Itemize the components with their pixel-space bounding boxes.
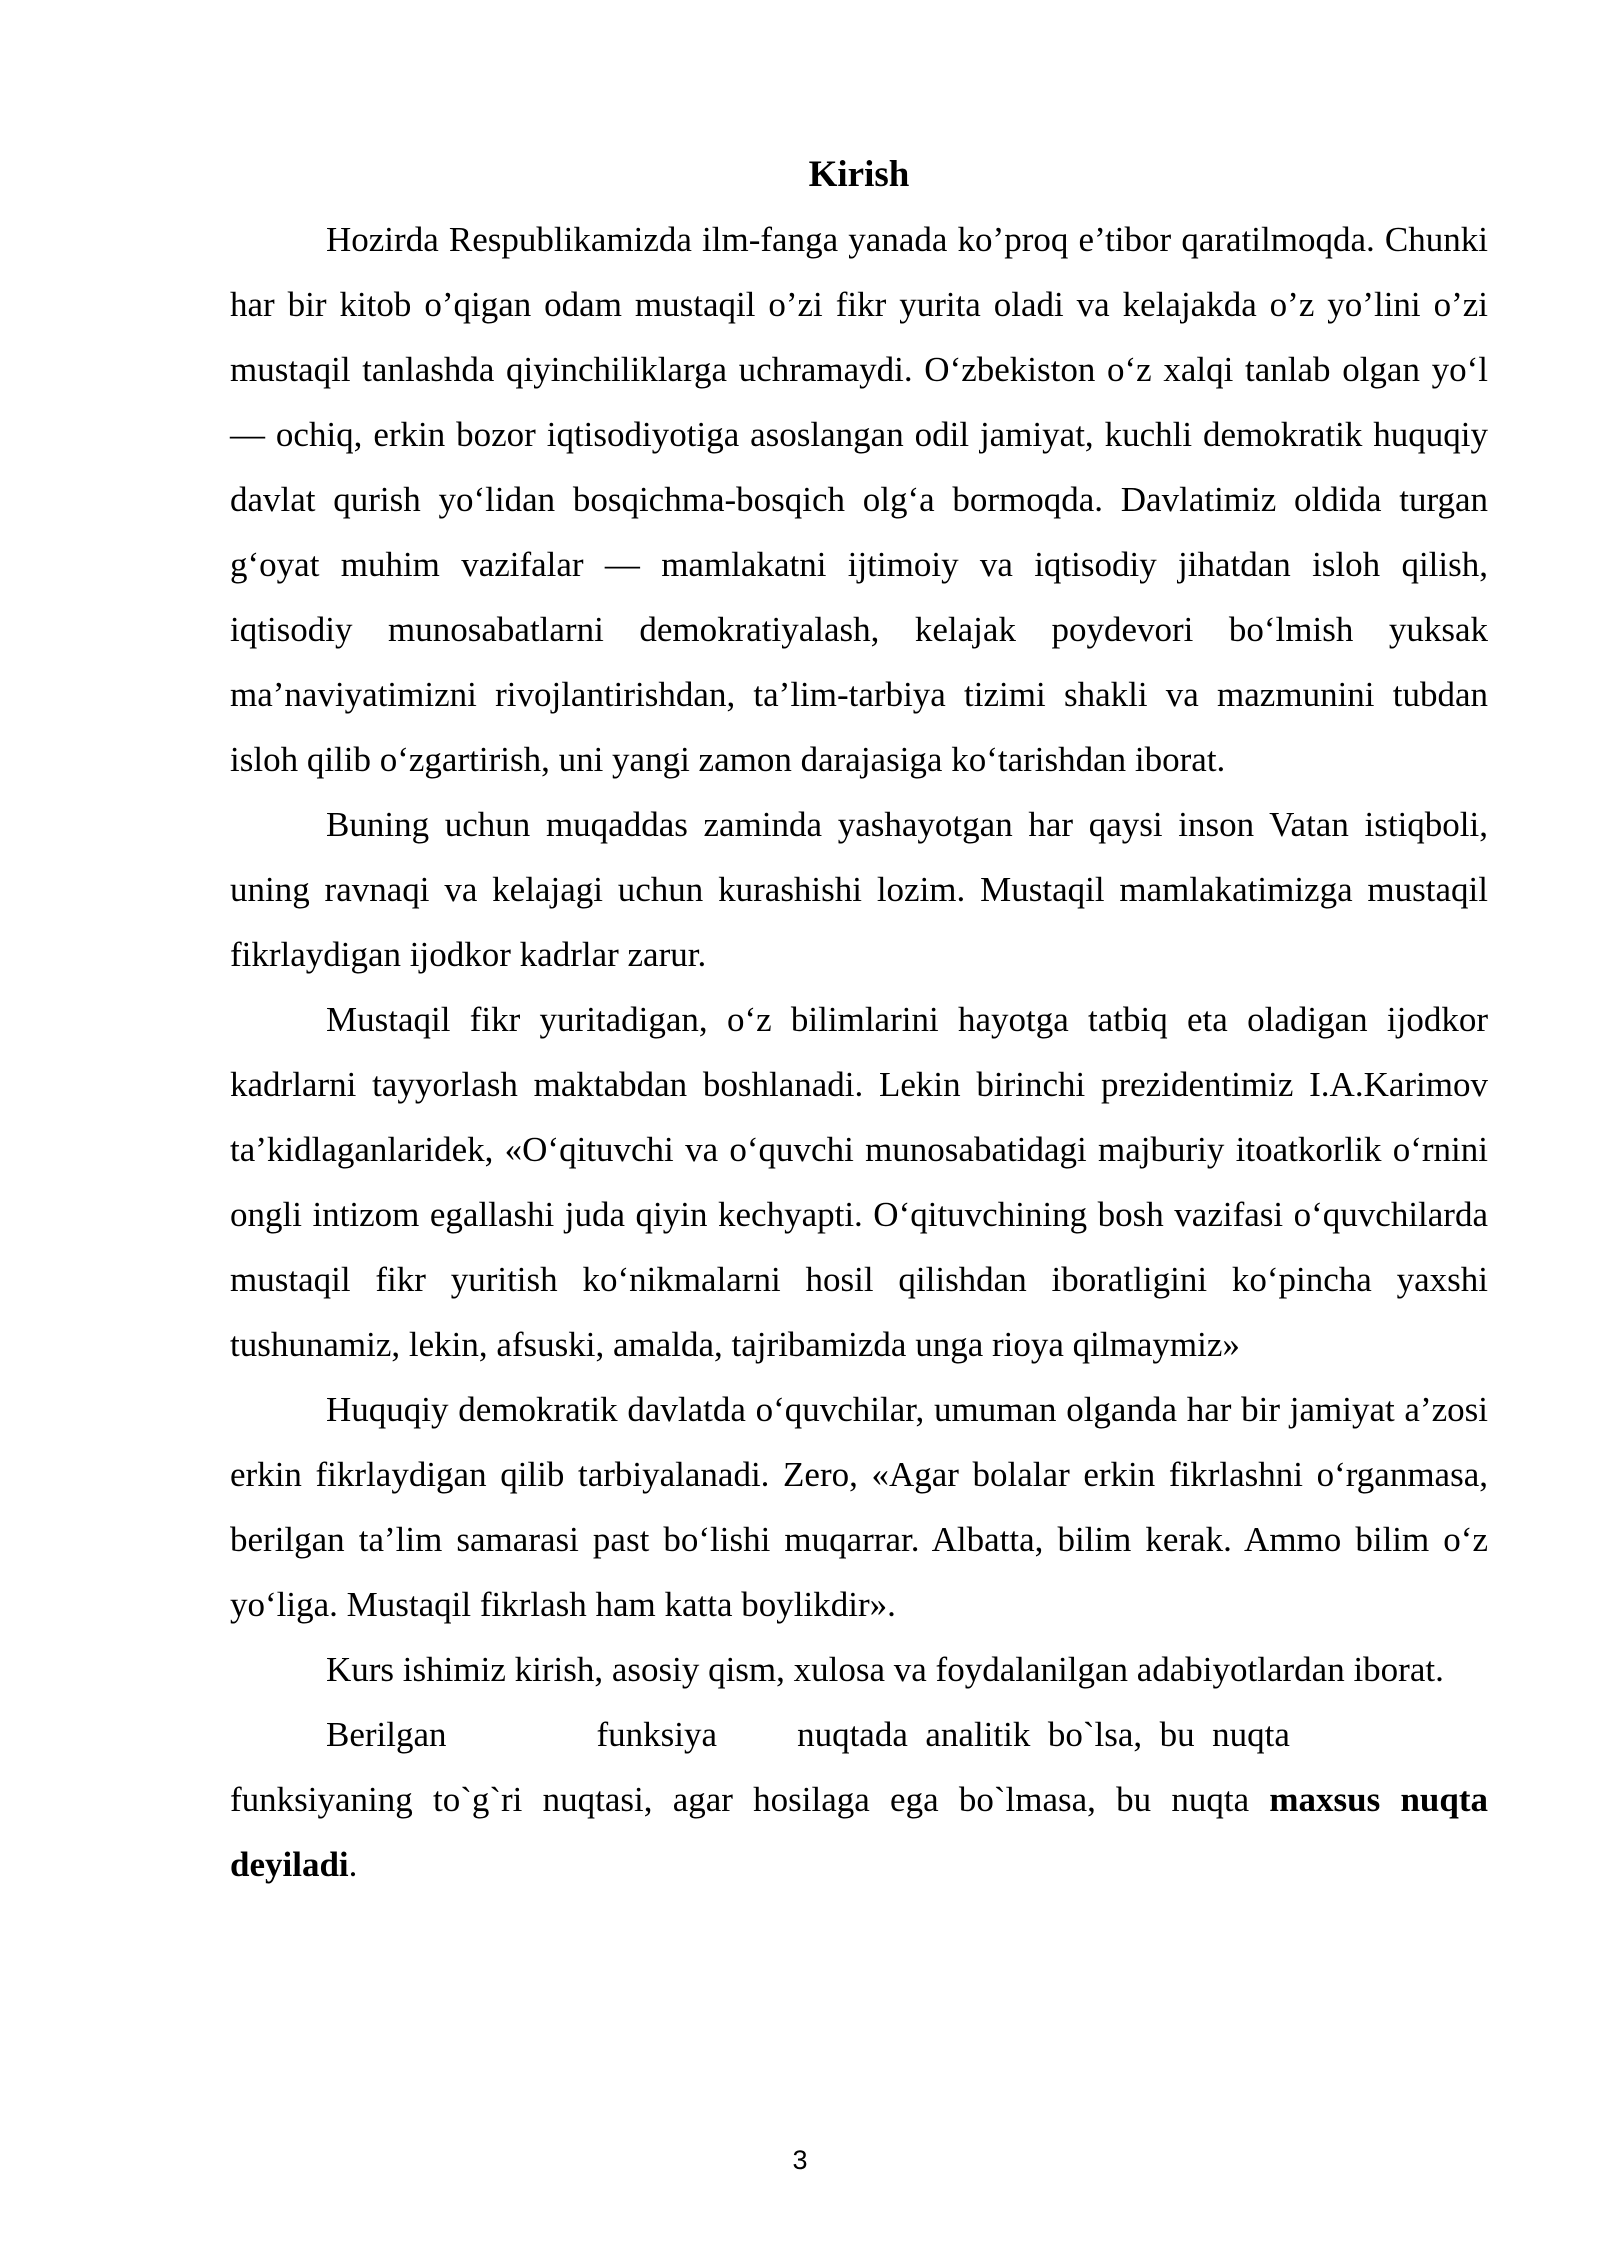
- definition-ending: .: [348, 1845, 358, 1884]
- definition-bold-term: maxsus nuqta deyiladi: [230, 1780, 1489, 1884]
- definition-line-2: funksiyaning to`g`ri nuqtasi, agar hosilaga ega bo`lmasa, bu nuqta: [230, 1780, 1250, 1819]
- definition-line-1: [230, 1702, 1488, 1767]
- paragraph-homeland: Buning uchun muqaddas zaminda yashayotgan har qaysi inson Vatan istiqboli, uning ravnaqi va kelajagi uchun kurashishi lozim. Mustaqil mamlakatimizga mustaqil fikrlaydigan ijodkor kadrlar zarur.: [230, 805, 1488, 974]
- paragraph-course-structure: Kurs ishimiz kirish, asosiy qism, xulosa va foydalanilgan adabiyotlardan iborat.: [326, 1650, 1444, 1689]
- section-title: Kirish: [808, 154, 910, 195]
- paragraph-democratic-state: Huquqiy demokratik davlatda o‘quvchilar, umuman olganda har bir jamiyat a’zosi erkin fikrlaydigan qilib tarbiyalanadi. Zero, «Agar bolalar erkin fikrlashni o‘rganmasa, berilgan ta’lim samarasi past bo‘lishi muqarrar. Albatta, bilim kerak. Ammo bilim o‘z yo‘liga. Mustaqil fikrlash ham katta boylikdir».: [230, 1390, 1488, 1624]
- document-body: [230, 142, 1488, 1897]
- paragraph-intro: Hozirda Respublikamizda ilm-fanga yanada ko’proq e’tibor qaratilmoqda. Chunki har bir kitob o’qigan odam mustaqil o’zi fikr yurita oladi va kelajakda o’z yo’lini o’zi mustaqil tanlashda qiyinchiliklarga uchramaydi. O‘zbekiston o‘z xalqi tanlab olgan yo‘l — ochiq, erkin bozor iqtisodiyotiga asoslangan odil jamiyat, kuchli demokratik huquqiy davlat qurish yo‘lidan bosqichma-bosqich olg‘a bormoqda. Davlatimiz oldida turgan g‘oyat muhim vazifalar — mamlakatni ijtimoiy va iqtisodiy jihatdan isloh qilish, iqtisodiy munosabatlarni demokratiyalash, kelajak poydevori bo‘lmish yuksak ma’naviyatimizni rivojlantirishdan, ta’lim-tarbiya tizimi shakli va mazmunini tubdan isloh qilib o‘zgartirish, uni yangi zamon darajasiga ko‘tarishdan iborat.: [230, 220, 1488, 779]
- definition-line-1-rest: nuqtada analitik bo`lsa, bu nuqta: [797, 1715, 1290, 1754]
- definition-paragraph: [230, 1702, 1488, 1897]
- page-number: 3: [792, 2145, 808, 2175]
- definition-word-funksiya: funksiya: [596, 1715, 718, 1754]
- paragraph-quote-karimov: Mustaqil fikr yuritadigan, o‘z bilimlarini hayotga tatbiq eta oladigan ijodkor kadrlarni tayyorlash maktabdan boshlanadi. Lekin birinchi prezidentimiz I.A.Karimov ta’kidlaganlaridek, «O‘qituvchi va o‘quvchi munosabatidagi majburiy itoatkorlik o‘rnini ongli intizom egallashi juda qiyin kechyapti. O‘qituvchining bosh vazifasi o‘quvchilarda mustaqil fikr yuritish ko‘nikmalarni hosil qilishdan iboratligini ko‘pincha yaxshi tushunamiz, lekin, afsuski, amalda, tajribamizda unga rioya qilmaymiz»: [230, 1000, 1488, 1364]
- definition-word-berilgan: Berilgan: [326, 1715, 447, 1754]
